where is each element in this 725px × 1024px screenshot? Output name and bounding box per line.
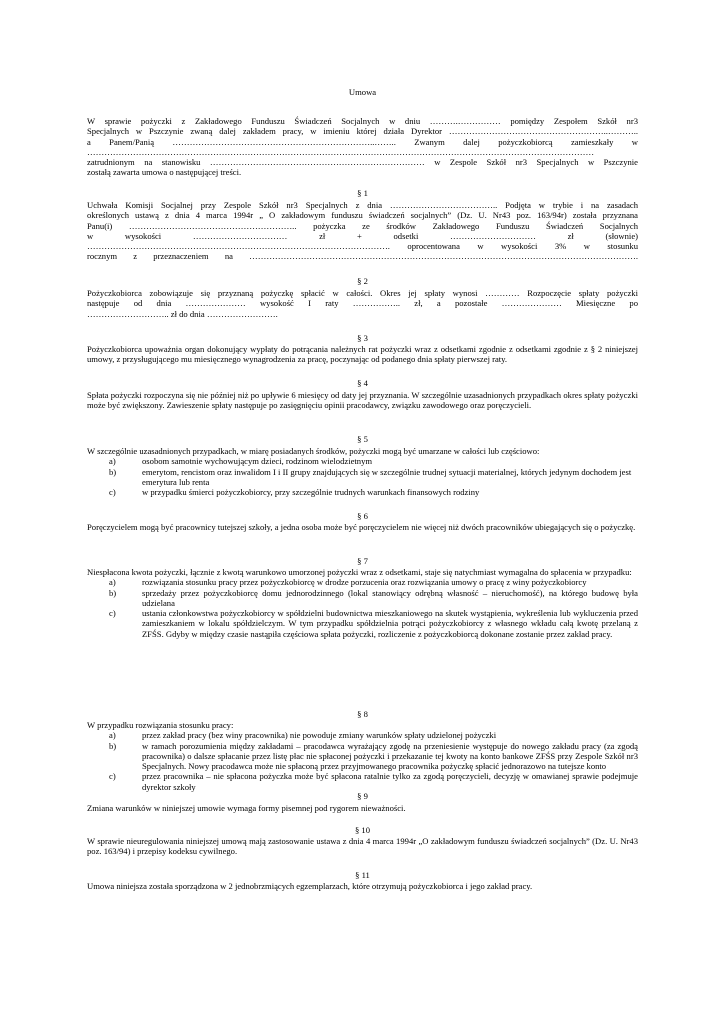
list-item-text: w ramach porozumienia między zakładami – pracodawca wyrażający zgodę na przeniesienie występuje do nowego zakładu pracy (za zgodą pracownika) o dalsze spłacanie przez listę płac nie spłaconej pożyczki i przekazanie tej kwoty na konto bankowe ZFŚS przy Zespole Szkół nr3 Specjalnych. Nowy pracodawca może nie spłaconą przez przyjmowanego pracownika pożyczkę spłacić jednorazowo na tutejsze konto — [142, 740, 638, 772]
list-item-text: sprzedaży przez pożyczkobiorcę domu jednorodzinnego (lokal stanowiący odrębną własność – nieruchomość), na którego budowę była udzielana — [142, 587, 638, 608]
list-marker: b) — [109, 740, 117, 751]
list-marker: a) — [109, 730, 116, 741]
section-heading: § 2 — [357, 276, 368, 286]
section-line: określonych ustawą z dnia 4 marca 1994r „ O zakładowym funduszu świadczeń socjalnych” (Dz. U. Nr43 poz. 163/94r) została przyznana — [87, 210, 638, 221]
list-item-text: osobom samotnie wychowującym dzieci, rodzinom wielodzietnym — [142, 456, 373, 467]
list-marker: b) — [109, 466, 117, 477]
intro-line: zostałą zawarta umowa o następującej treści. — [87, 167, 242, 178]
list-item-text: przez pracownika – nie spłacona pożyczka może być spłacona ratalnie tylko za zgodą poręczycieli, decyzję w omawianej sprawie podejmuje dyrektor szkoły — [142, 771, 638, 792]
document-title: Umowa — [348, 87, 377, 97]
section-heading: § 9 — [357, 791, 368, 801]
list-item — [87, 467, 638, 488]
intro-line: W sprawie pożyczki z Zakładowego Funduszu Świadczeń Socjalnych w dniu ……….…………… pomiędzy Zespołem Szkół nr3 — [87, 116, 638, 126]
section-heading: § 10 — [354, 825, 371, 835]
section-line: w wysokości …………………………… zł + odsetki ………………………… zł (słownie) — [87, 230, 638, 241]
list-marker: a) — [109, 456, 116, 467]
section-3-text: Pożyczkobiorca upoważnia organ dokonujący wypłaty do potrącania należnych rat pożyczki wraz z odsetkami zgodnie z odsetkami zgodnie z § 2 niniejszej umowy, z przysługującego mu miesięcznego wynagrodzenia za pracę, poczynając od podanego dnia spłaty pierwszej raty. — [87, 344, 638, 365]
list-item-text: ustania członkowstwa pożyczkobiorcy w spółdzielni budownictwa mieszkaniowego na skutek wystąpienia, wykreślenia lub wykluczenia przed zamieszkaniem w lokalu spółdzielczym. W tym przypadku spółdzielnia potrąci pożyczkobiorcy z własnego wkładu całą kwotę przelaną z ZFŚS. Gdyby w między czasie nastąpiła częściowa spłata pożyczki, rozliczenie z pożyczkobiorcą dokonane zostanie przez zakład pracy. — [142, 608, 638, 639]
list-item — [87, 577, 638, 587]
list-marker: c) — [109, 487, 116, 498]
section-line: Panu(i) ………………………………………………….. pożyczka ze środków Zakładowego Funduszu Świadczeń Socjalnych — [87, 220, 638, 231]
section-2-paragraph — [87, 288, 638, 319]
intro-line: …………………………………………………………………………………………………………………………………………………………… — [87, 146, 595, 157]
list-item — [87, 771, 638, 792]
section-8-paragraph — [87, 720, 638, 792]
section-text: W przypadku rozwiązania stosunku pracy: — [87, 720, 234, 730]
intro-line: a Panem/Panią ……………………………………………………………..…….. Zwanym dalej pożyczkobiorcą zamieszkały w — [87, 136, 638, 147]
section-10-text: W sprawie nieuregulowania niniejszej umową mają zastosowanie ustawa z dnia 4 marca 1994r „O zakładowym funduszu świadczeń socjalnych” (Dz. U. Nr43 poz. 163/94) i przepisy kodeksu cywilnego. — [87, 836, 638, 857]
section-heading: § 7 — [357, 556, 368, 566]
section-heading: § 8 — [357, 709, 368, 719]
section-heading: § 6 — [357, 511, 368, 521]
section-heading: § 4 — [357, 378, 368, 388]
list-marker: b) — [109, 587, 117, 598]
section-line: ……………………………………………………………………………………………. oprocentowana w wysokości 3% w stosunku — [87, 241, 638, 252]
section-11-text: Umowa niniejsza została sporządzona w 2 jednobrzmiących egzemplarzach, które otrzymują pożyczkobiorca i jego zakład pracy. — [87, 881, 533, 891]
list-item-text: przez zakład pracy (bez winy pracownika) nie powoduje zmiany warunków spłaty udzielonej pożyczki — [142, 730, 497, 741]
list-item — [87, 588, 638, 609]
list-item — [87, 456, 638, 466]
list-item-text: w przypadku śmierci pożyczkobiorcy, przy szczególnie trudnych warunkach finansowych rodziny — [142, 487, 480, 498]
section-heading: § 3 — [357, 333, 368, 343]
list-item — [87, 608, 638, 639]
section-line: Pożyczkobiorca zobowiązuje się przyznaną pożyczkę spłacić w całości. Okres jej spłaty wynosi ………… Rozpoczęcie spłaty pożyczki — [87, 288, 638, 298]
section-line: następuje od dnia ………………… wysokość I raty …………….. zł, a pozostałe ………………… Miesięczne po — [87, 298, 638, 309]
section-9-text: Zmiana warunków w niniejszej umowie wymaga formy pisemnej pod rygorem nieważności. — [87, 803, 406, 813]
section-text: Niespłacona kwota pożyczki, łącznie z kwotą warunkowo umorzonej pożyczki wraz z odsetkami, staje się natychmiast wymagalna do spłacenia w przypadku: — [87, 567, 632, 577]
list-marker: c) — [109, 771, 116, 782]
list-item-text: rozwiązania stosunku pracy przez pożyczkobiorcę w drodze porzucenia oraz rozwiązania umowy o pracę z winy pożyczkobiorcy — [142, 577, 587, 588]
section-heading: § 1 — [357, 188, 368, 198]
section-4-text: Spłata pożyczki rozpoczyna się nie później niż po upływie 6 miesięcy od daty jej przyznania. W szczególnie uzasadnionych przypadkach okres spłaty pożyczki może być zwiększony. Zawieszenie spłaty następuje po zasięgnięciu opinii pracodawcy, związku zawodowego oraz poręczycieli. — [87, 390, 638, 411]
section-7-paragraph — [87, 567, 638, 639]
section-heading: § 5 — [357, 434, 368, 444]
section-5-paragraph — [87, 446, 638, 497]
section-line: Uchwała Komisji Socjalnej przy Zespole Szkół nr3 Specjalnych z dnia ……………………………….. Podjęta w trybie i na zasadach — [87, 200, 638, 210]
intro-line: Specjalnych w Pszczynie zwaną dalej zakładem pracy, w imieniu której działa Dyrektor ………………………………………………..……….. — [87, 126, 638, 137]
section-line: ……………………….. zł do dnia ……………………. — [87, 308, 278, 319]
list-item — [87, 487, 638, 497]
list-item — [87, 730, 638, 740]
section-1-paragraph — [87, 200, 638, 262]
list-marker: a) — [109, 577, 116, 588]
list-item — [87, 741, 638, 772]
intro-paragraph — [87, 116, 638, 178]
intro-line: zatrudnionym na stanowisku ………………………………………………………………… w Zespole Szkół nr3 Specjalnych w Pszczynie — [87, 157, 638, 168]
list-item-text: emerytom, rencistom oraz inwalidom I i II grupy znajdujących się w szczególnie trudnej sytuacji materialnej, których jedynym dochodem jest emerytura lub renta — [142, 466, 632, 487]
list-marker: c) — [109, 608, 116, 619]
section-text: W szczególnie uzasadnionych przypadkach, w miarę posiadanych środków, pożyczki mogą być umarzane w całości lub częściowo: — [87, 446, 540, 456]
section-line: rocznym z przeznaczeniem na ………………………………………………………………………………………………………………………. — [87, 251, 638, 262]
section-6-text: Poręczycielem mogą być pracownicy tutejszej szkoły, a jedna osoba może być poręczycielem nie więcej niż dwóch pracowników ubiegających się o pożyczkę. — [87, 522, 636, 532]
section-heading: § 11 — [355, 870, 370, 880]
